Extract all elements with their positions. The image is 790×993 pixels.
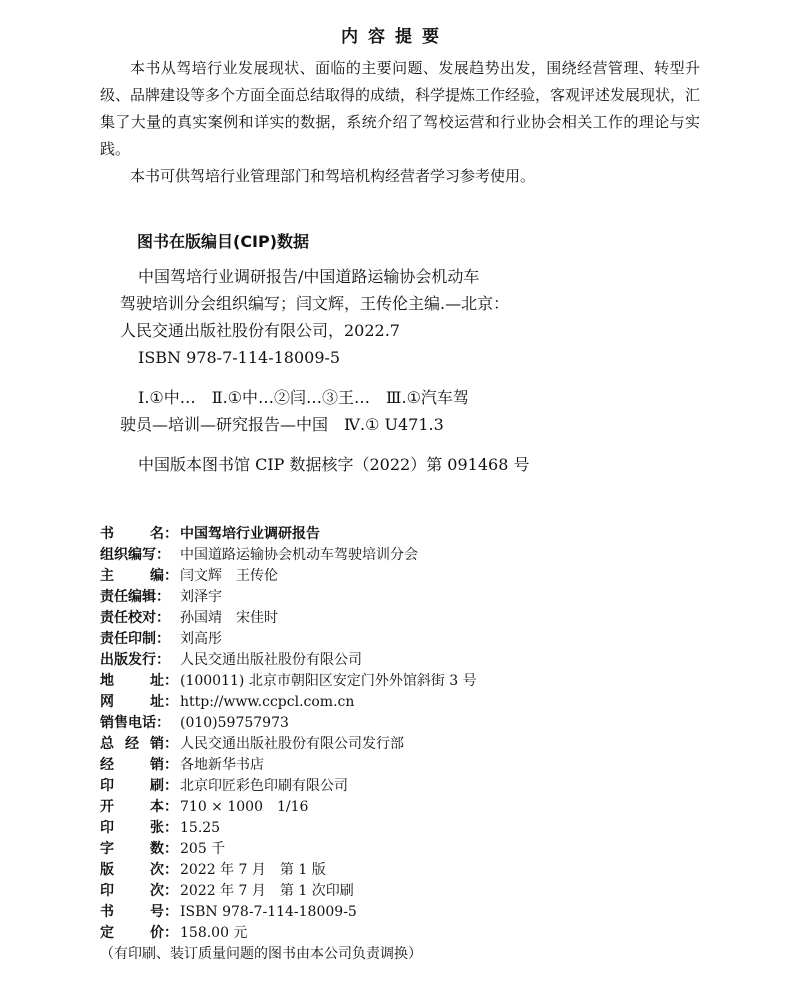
publication-label (100, 797, 178, 818)
publication-row (100, 608, 477, 629)
publication-label (100, 671, 178, 692)
publication-row (100, 671, 477, 692)
publication-label-part: 经 (125, 736, 139, 752)
publication-row (100, 881, 477, 902)
publication-row (100, 797, 477, 818)
publication-label-part: 张： (150, 820, 178, 836)
publication-label-part: 主 (100, 568, 114, 584)
publication-label (100, 734, 178, 755)
publication-label-part: 出版发行： (100, 652, 170, 668)
publication-label-part: 址： (150, 694, 178, 710)
summary-paragraph: 本书从驾培行业发展现状、面临的主要问题、发展趋势出发，围绕经营管理、转型升级、品牌建设等多个方面全面总结取得的成绩，科学提炼工作经验，客观评述发展现状，汇集了大量的真实案例和详实的数据，系统介绍了驾校运营和行业协会相关工作的理论与实践。 (100, 59, 701, 158)
summary-paragraph: 本书可供驾培行业管理部门和驾培机构经营者学习参考使用。 (130, 167, 536, 185)
publication-label (100, 608, 178, 629)
cip-line: 驶员—培训—研究报告—中国 Ⅳ.① U471.3 (120, 415, 444, 434)
publication-row (100, 860, 477, 881)
publication-label-part: 销： (150, 757, 178, 773)
publication-value: 孙国靖 宋佳时 (180, 610, 278, 626)
publication-row (100, 755, 477, 776)
publication-label-part: 次： (150, 862, 178, 878)
publication-label (100, 839, 178, 860)
cip-gap (120, 371, 580, 384)
cip-isbn: ISBN 978-7-114-18009-5 (138, 348, 341, 367)
publication-label-part: 网 (100, 694, 114, 710)
cip-line: 人民交通出版社股份有限公司，2022.7 (120, 321, 400, 340)
publication-label-part: 名： (150, 526, 178, 542)
publication-label-part: 数： (150, 841, 178, 857)
publication-label-part: 址： (150, 673, 178, 689)
publication-value: 刘高彤 (180, 631, 222, 647)
publication-label-part: 责任校对： (100, 610, 170, 626)
publication-value: 北京印匠彩色印刷有限公司 (180, 778, 348, 794)
publication-row (100, 545, 477, 566)
publication-label-part: 销： (150, 736, 178, 752)
publication-label-part: 印 (100, 820, 114, 836)
publication-label-part: 责任印制： (100, 631, 170, 647)
publication-value: 15.25 (180, 820, 221, 836)
publication-value: 各地新华书店 (180, 757, 264, 773)
publication-label-part: 印 (100, 883, 114, 899)
publication-value: (010)59757973 (180, 715, 289, 731)
cip-record (120, 263, 580, 478)
cip-heading: 图书在版编目(CIP)数据 (137, 232, 310, 251)
publication-value: 刘泽宇 (180, 589, 222, 605)
publication-label-part: 次： (150, 883, 178, 899)
publication-label (100, 692, 178, 713)
publication-row (100, 650, 477, 671)
publication-row (100, 923, 477, 944)
publication-row (100, 776, 477, 797)
publication-row (100, 902, 477, 923)
publication-label-part: 书 (100, 526, 114, 542)
publication-label-part: 总 (100, 736, 114, 752)
cip-registration: 中国版本图书馆 CIP 数据核字（2022）第 091468 号 (138, 455, 530, 474)
cip-line: Ⅰ.①中… Ⅱ.①中…②闫…③王… Ⅲ.①汽车驾 (138, 388, 469, 407)
publication-value: 闫文辉 王传伦 (180, 568, 278, 584)
publication-value: 中国道路运输协会机动车驾驶培训分会 (180, 547, 418, 563)
publication-label-part: 印 (100, 778, 114, 794)
publication-label (100, 566, 178, 587)
publication-label (100, 524, 178, 545)
publication-label-part: 价： (150, 925, 178, 941)
publication-value: 2022 年 7 月 第 1 版 (180, 862, 326, 878)
publication-value: 2022 年 7 月 第 1 次印刷 (180, 883, 354, 899)
cip-line: 中国驾培行业调研报告/中国道路运输协会机动车 (138, 267, 480, 286)
summary-body (100, 55, 700, 190)
publication-value: ISBN 978-7-114-18009-5 (180, 904, 357, 920)
publication-info (100, 524, 477, 965)
publication-label-part: 经 (100, 757, 114, 773)
publication-row (100, 566, 477, 587)
publication-label-part: 号： (150, 904, 178, 920)
publication-label-part: 责任编辑： (100, 589, 170, 605)
quality-note: （有印刷、装订质量问题的图书由本公司负责调换） (100, 946, 422, 962)
publication-row (100, 587, 477, 608)
publication-label (100, 587, 178, 608)
publication-label (100, 650, 178, 671)
summary-title: 内容提要 (341, 27, 449, 47)
publication-label-part: 开 (100, 799, 114, 815)
publication-label (100, 545, 178, 566)
publication-label (100, 755, 178, 776)
publication-label-part: 销售电话： (100, 715, 170, 731)
publication-label-part: 书 (100, 904, 114, 920)
publication-label-part: 编： (150, 568, 178, 584)
publication-value: 人民交通出版社股份有限公司 (180, 652, 362, 668)
publication-value: (100011) 北京市朝阳区安定门外外馆斜街 3 号 (180, 673, 477, 689)
publication-value: 人民交通出版社股份有限公司发行部 (180, 736, 404, 752)
publication-label-part: 地 (100, 673, 114, 689)
publication-label-part: 组织编写： (100, 547, 170, 563)
publication-label (100, 902, 178, 923)
publication-label-part: 定 (100, 925, 114, 941)
cip-line: 驾驶培训分会组织编写；闫文辉，王传伦主编.—北京： (120, 294, 510, 313)
publication-row (100, 839, 477, 860)
publication-value: 中国驾培行业调研报告 (180, 526, 320, 542)
publication-label (100, 923, 178, 944)
publication-value: 158.00 元 (180, 925, 248, 941)
publication-label (100, 713, 178, 734)
publication-row (100, 713, 477, 734)
publication-row (100, 524, 477, 545)
cip-gap (120, 438, 580, 451)
publication-label-part: 版 (100, 862, 114, 878)
publication-label-part: 字 (100, 841, 114, 857)
publication-label-part: 刷： (150, 778, 178, 794)
publication-row (100, 692, 477, 713)
publication-label (100, 818, 178, 839)
publication-label-part: 本： (150, 799, 178, 815)
publication-row (100, 629, 477, 650)
publication-label (100, 629, 178, 650)
publication-label (100, 881, 178, 902)
publication-value: 205 千 (180, 841, 226, 857)
publication-label (100, 776, 178, 797)
publication-label (100, 860, 178, 881)
publication-row (100, 818, 477, 839)
publication-value: http://www.ccpcl.com.cn (180, 694, 355, 710)
publication-value: 710 × 1000 1/16 (180, 799, 309, 815)
publication-row (100, 734, 477, 755)
